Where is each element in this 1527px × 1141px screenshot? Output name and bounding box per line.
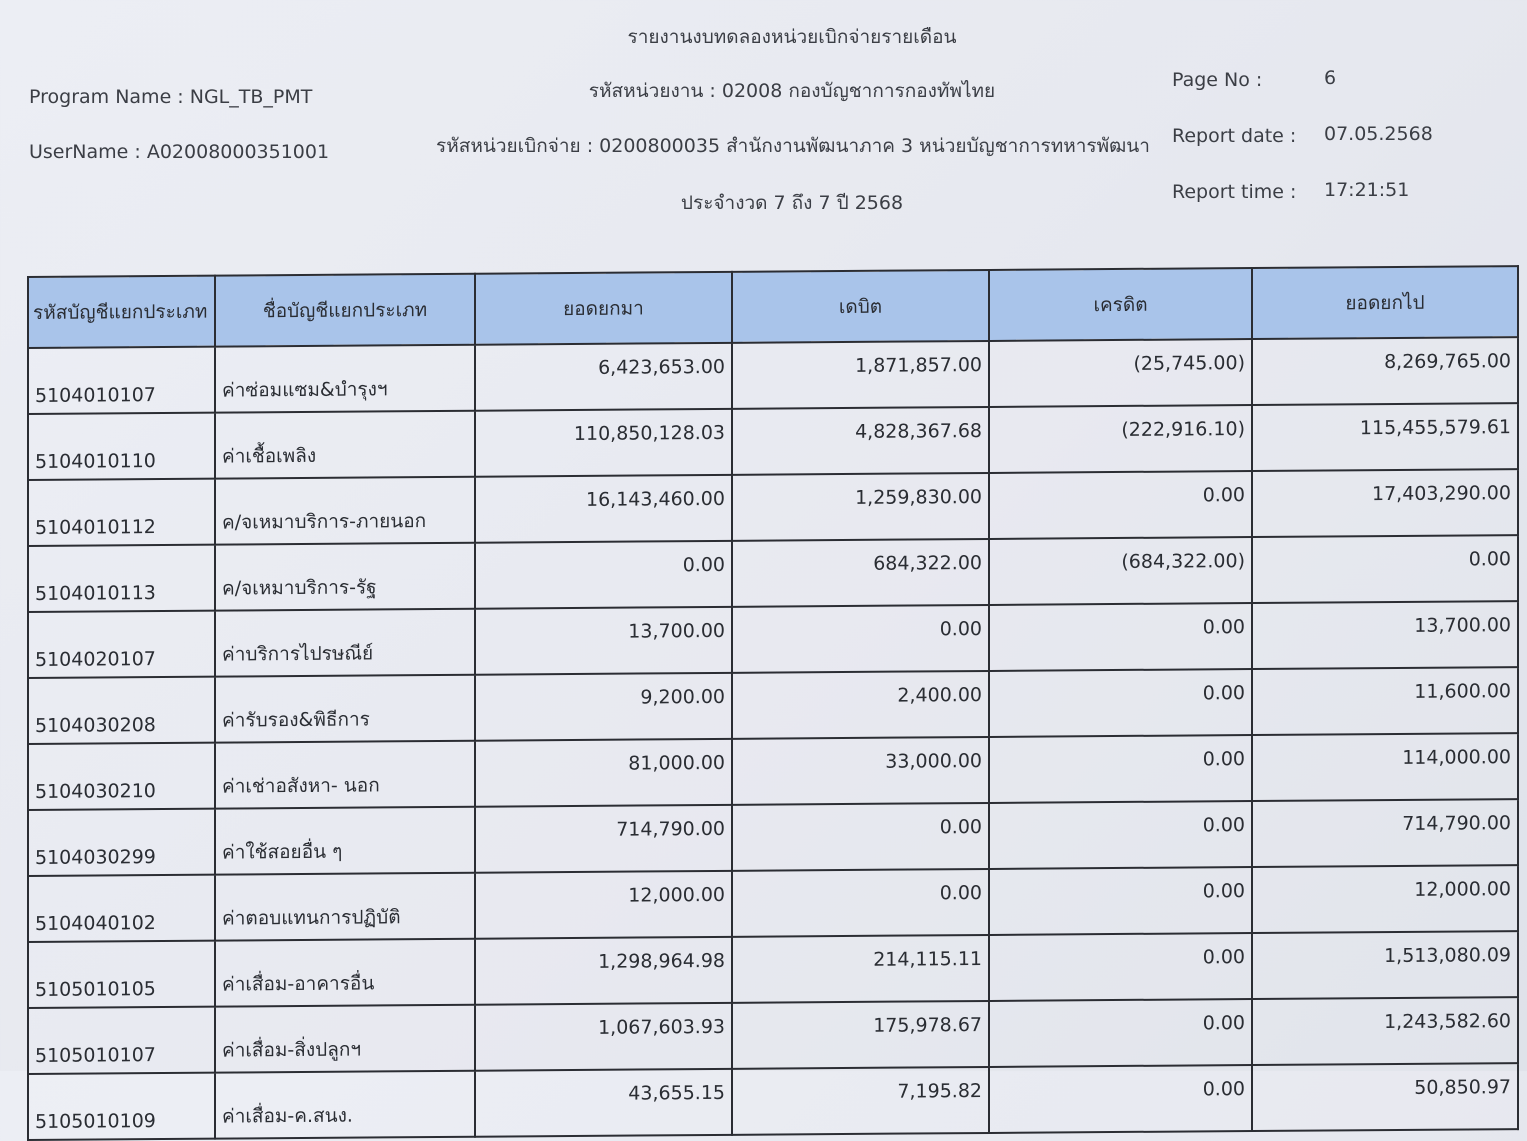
account-name-cell: ค/จเหมาบริการ-ภายนอก — [215, 477, 475, 545]
account-name-cell: ค่าเสื่อม-อาคารอื่น — [215, 939, 475, 1007]
account-name-cell: ค่าตอบแทนการปฏิบัติ — [215, 873, 475, 941]
account-name-cell: ค่าเสื่อม-ค.สนง. — [215, 1071, 475, 1139]
account-name-cell: ค่าซ่อมแซม&บำรุงฯ — [215, 345, 475, 413]
brought-forward-cell: 1,298,964.98 — [475, 937, 732, 1005]
account-code-cell: 5104010110 — [28, 413, 215, 480]
credit-cell: 0.00 — [989, 999, 1252, 1067]
carried-forward-cell: 8,269,765.00 — [1252, 337, 1518, 405]
table-row — [28, 535, 1518, 612]
account-code-cell: 5104030210 — [28, 743, 215, 810]
table-row — [28, 997, 1518, 1074]
account-code-cell: 5104020107 — [28, 611, 215, 678]
column-header-debit: เดบิต — [732, 270, 989, 343]
table-row — [28, 931, 1518, 1008]
debit-cell: 214,115.11 — [732, 935, 989, 1003]
debit-cell: 2,400.00 — [732, 671, 989, 739]
table-row — [28, 601, 1518, 678]
table-row — [28, 799, 1518, 876]
carried-forward-cell: 13,700.00 — [1252, 601, 1518, 669]
brought-forward-cell: 16,143,460.00 — [475, 475, 732, 543]
credit-cell: 0.00 — [989, 471, 1252, 539]
table-body — [28, 337, 1518, 1140]
account-code-cell: 5105010107 — [28, 1007, 215, 1074]
credit-cell: 0.00 — [989, 1065, 1252, 1133]
account-name-cell: ค่ารับรอง&พิธีการ — [215, 675, 475, 743]
credit-cell: 0.00 — [989, 867, 1252, 935]
page-number-value: 6 — [1324, 67, 1337, 89]
table-row — [28, 733, 1518, 810]
brought-forward-cell: 9,200.00 — [475, 673, 732, 741]
credit-cell: 0.00 — [989, 669, 1252, 737]
credit-cell: 0.00 — [989, 735, 1252, 803]
credit-cell: 0.00 — [989, 933, 1252, 1001]
credit-cell: 0.00 — [989, 603, 1252, 671]
brought-forward-cell: 6,423,653.00 — [475, 343, 732, 411]
account-name-cell: ค่าเชื้อเพลิง — [215, 411, 475, 479]
debit-cell: 684,322.00 — [732, 539, 989, 607]
carried-forward-cell: 1,243,582.60 — [1252, 997, 1518, 1065]
account-name-cell: ค่าใช้สอยอื่น ๆ — [215, 807, 475, 875]
brought-forward-cell: 12,000.00 — [475, 871, 732, 939]
credit-cell: (684,322.00) — [989, 537, 1252, 605]
debit-cell: 0.00 — [732, 869, 989, 937]
carried-forward-cell: 17,403,290.00 — [1252, 469, 1518, 537]
brought-forward-cell: 81,000.00 — [475, 739, 732, 807]
carried-forward-cell: 714,790.00 — [1252, 799, 1518, 867]
debit-cell: 33,000.00 — [732, 737, 989, 805]
column-header-account-code: รหัสบัญชีแยกประเภท — [28, 276, 215, 348]
account-code-cell: 5105010109 — [28, 1073, 215, 1140]
account-code-cell: 5104010107 — [28, 347, 215, 414]
carried-forward-cell: 50,850.97 — [1252, 1063, 1518, 1131]
brought-forward-cell: 110,850,128.03 — [475, 409, 732, 477]
debit-cell: 7,195.82 — [732, 1067, 989, 1135]
table-row — [28, 337, 1518, 414]
brought-forward-cell: 0.00 — [475, 541, 732, 609]
column-header-brought-forward: ยอดยกมา — [475, 272, 732, 345]
table-header — [28, 266, 1518, 348]
debit-cell: 175,978.67 — [732, 1001, 989, 1069]
brought-forward-cell: 1,067,603.93 — [475, 1003, 732, 1071]
trial-balance-table — [27, 265, 1519, 1141]
user-name: UserName : A02008000351001 — [29, 141, 330, 163]
report-time-value: 17:21:51 — [1324, 179, 1410, 201]
debit-cell: 4,828,367.68 — [732, 407, 989, 475]
account-name-cell: ค/จเหมาบริการ-รัฐ — [215, 543, 475, 611]
agency-code: รหัสหน่วยงาน : 02008 กองบัญชาการกองทัพไทย — [588, 80, 996, 102]
trial-balance-table-wrapper — [27, 265, 1519, 1141]
carried-forward-cell: 115,455,579.61 — [1252, 403, 1518, 471]
brought-forward-cell: 13,700.00 — [475, 607, 732, 675]
table-row — [28, 403, 1518, 480]
table-row — [28, 667, 1518, 744]
header-row — [28, 266, 1518, 348]
debit-cell: 1,259,830.00 — [732, 473, 989, 541]
report-date-value: 07.05.2568 — [1324, 123, 1433, 145]
debit-cell: 1,871,857.00 — [732, 341, 989, 409]
table-row — [28, 469, 1518, 546]
debit-cell: 0.00 — [732, 803, 989, 871]
carried-forward-cell: 114,000.00 — [1252, 733, 1518, 801]
carried-forward-cell: 12,000.00 — [1252, 865, 1518, 933]
report-date-label: Report date : — [1172, 125, 1297, 147]
report-title: รายงานงบทดลองหน่วยเบิกจ่ายรายเดือน — [627, 26, 957, 48]
account-code-cell: 5104030208 — [28, 677, 215, 744]
disbursement-unit: รหัสหน่วยเบิกจ่าย : 0200800035 สำนักงานพัฒนาภาค 3 หน่วยบัญชาการทหารพัฒนา — [436, 135, 1150, 157]
account-code-cell: 5104040102 — [28, 875, 215, 942]
table-row — [28, 1063, 1518, 1140]
credit-cell: (222,916.10) — [989, 405, 1252, 473]
carried-forward-cell: 11,600.00 — [1252, 667, 1518, 735]
account-code-cell: 5104010112 — [28, 479, 215, 546]
program-name: Program Name : NGL_TB_PMT — [29, 86, 313, 108]
table-row — [28, 865, 1518, 942]
report-time-label: Report time : — [1172, 181, 1297, 203]
page-number-label: Page No : — [1172, 69, 1263, 91]
brought-forward-cell: 714,790.00 — [475, 805, 732, 873]
carried-forward-cell: 0.00 — [1252, 535, 1518, 603]
account-name-cell: ค่าบริการไปรษณีย์ — [215, 609, 475, 677]
credit-cell: (25,745.00) — [989, 339, 1252, 407]
column-header-carried-forward: ยอดยกไป — [1252, 266, 1518, 339]
column-header-account-name: ชื่อบัญชีแยกประเภท — [215, 274, 475, 347]
column-header-credit: เครดิต — [989, 268, 1252, 341]
brought-forward-cell: 43,655.15 — [475, 1069, 732, 1137]
carried-forward-cell: 1,513,080.09 — [1252, 931, 1518, 999]
debit-cell: 0.00 — [732, 605, 989, 673]
credit-cell: 0.00 — [989, 801, 1252, 869]
account-name-cell: ค่าเสื่อม-สิ่งปลูกฯ — [215, 1005, 475, 1073]
account-code-cell: 5104030299 — [28, 809, 215, 876]
report-period: ประจำงวด 7 ถึง 7 ปี 2568 — [680, 192, 904, 214]
account-name-cell: ค่าเช่าอสังหา- นอก — [215, 741, 475, 809]
account-code-cell: 5105010105 — [28, 941, 215, 1008]
account-code-cell: 5104010113 — [28, 545, 215, 612]
